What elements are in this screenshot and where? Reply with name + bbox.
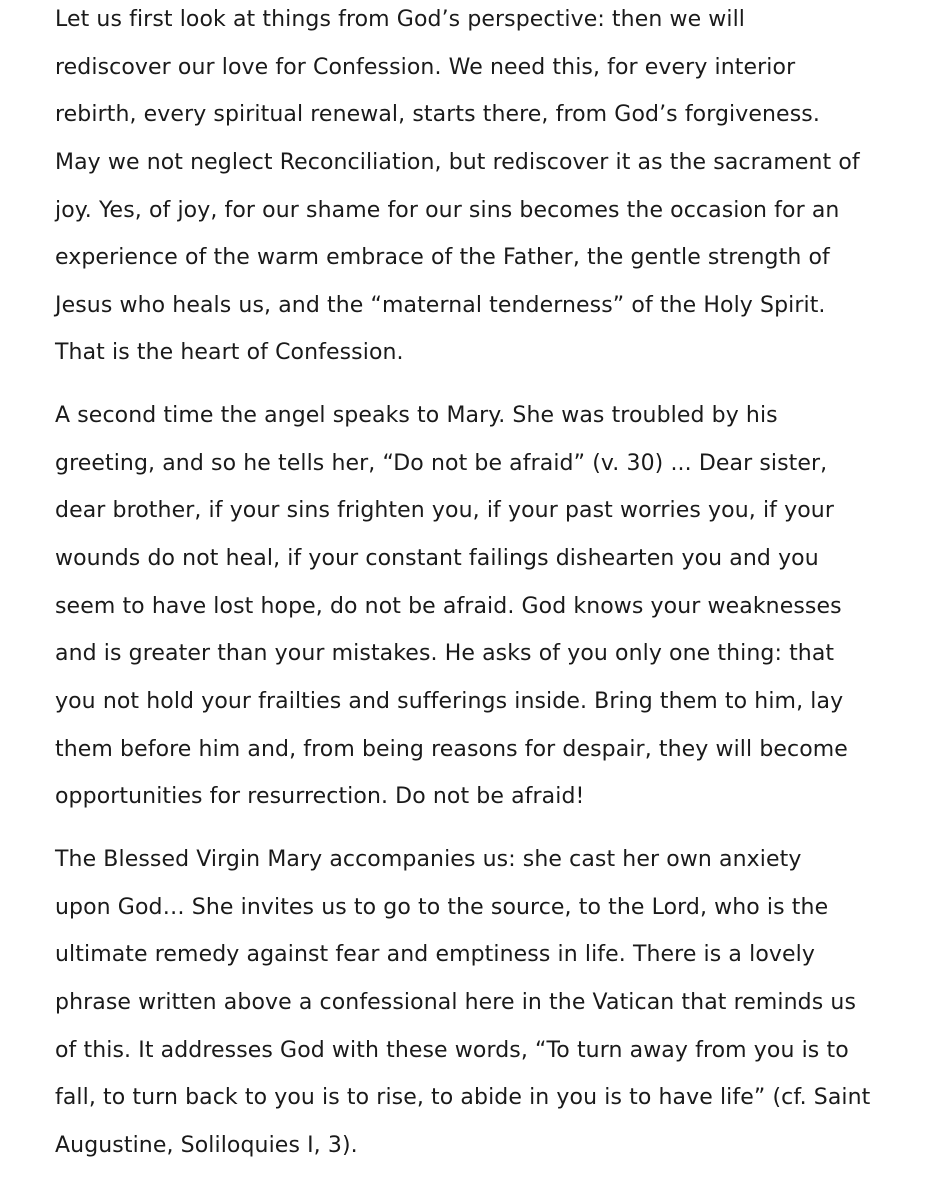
text-line: opportunities for resurrection. Do not be afraid! bbox=[55, 784, 585, 809]
text-line: phrase written above a confessional here in the Vatican that reminds us bbox=[55, 990, 857, 1015]
text-line: The Blessed Virgin Mary accompanies us: she cast her own anxiety bbox=[55, 847, 802, 872]
text-line: Jesus who heals us, and the “maternal tenderness” of the Holy Spirit. bbox=[55, 293, 826, 318]
text-line: greeting, and so he tells her, “Do not be afraid” (v. 30) ... Dear sister, bbox=[55, 451, 828, 476]
text-line: Let us first look at things from God’s perspective: then we will bbox=[55, 7, 746, 32]
text-line: and is greater than your mistakes. He asks of you only one thing: that bbox=[55, 641, 835, 666]
text-line: them before him and, from being reasons for despair, they will become bbox=[55, 737, 848, 762]
text-line: wounds do not heal, if your constant failings dishearten you and you bbox=[55, 546, 819, 571]
text-line: That is the heart of Confession. bbox=[55, 340, 404, 365]
text-line: rediscover our love for Confession. We need this, for every interior bbox=[55, 55, 796, 80]
text-line: upon God… She invites us to go to the source, to the Lord, who is the bbox=[55, 895, 829, 920]
text-line: rebirth, every spiritual renewal, starts there, from God’s forgiveness. bbox=[55, 102, 820, 127]
text-line: of this. It addresses God with these words, “To turn away from you is to bbox=[55, 1038, 849, 1063]
text-line: dear brother, if your sins frighten you, if your past worries you, if your bbox=[55, 498, 834, 523]
text-line: ultimate remedy against fear and emptiness in life. There is a lovely bbox=[55, 942, 815, 967]
text-line: fall, to turn back to you is to rise, to abide in you is to have life” (cf. Saint bbox=[55, 1085, 871, 1110]
text-line: joy. Yes, of joy, for our shame for our sins becomes the occasion for an bbox=[55, 198, 840, 223]
text-line: seem to have lost hope, do not be afraid. God knows your weaknesses bbox=[55, 594, 842, 619]
text-line: experience of the warm embrace of the Father, the gentle strength of bbox=[55, 245, 830, 270]
text-line: you not hold your frailties and sufferings inside. Bring them to him, lay bbox=[55, 689, 844, 714]
text-line: A second time the angel speaks to Mary. She was troubled by his bbox=[55, 403, 778, 428]
text-line: May we not neglect Reconciliation, but rediscover it as the sacrament of bbox=[55, 150, 860, 175]
text-line: Augustine, Soliloquies I, 3). bbox=[55, 1133, 358, 1158]
